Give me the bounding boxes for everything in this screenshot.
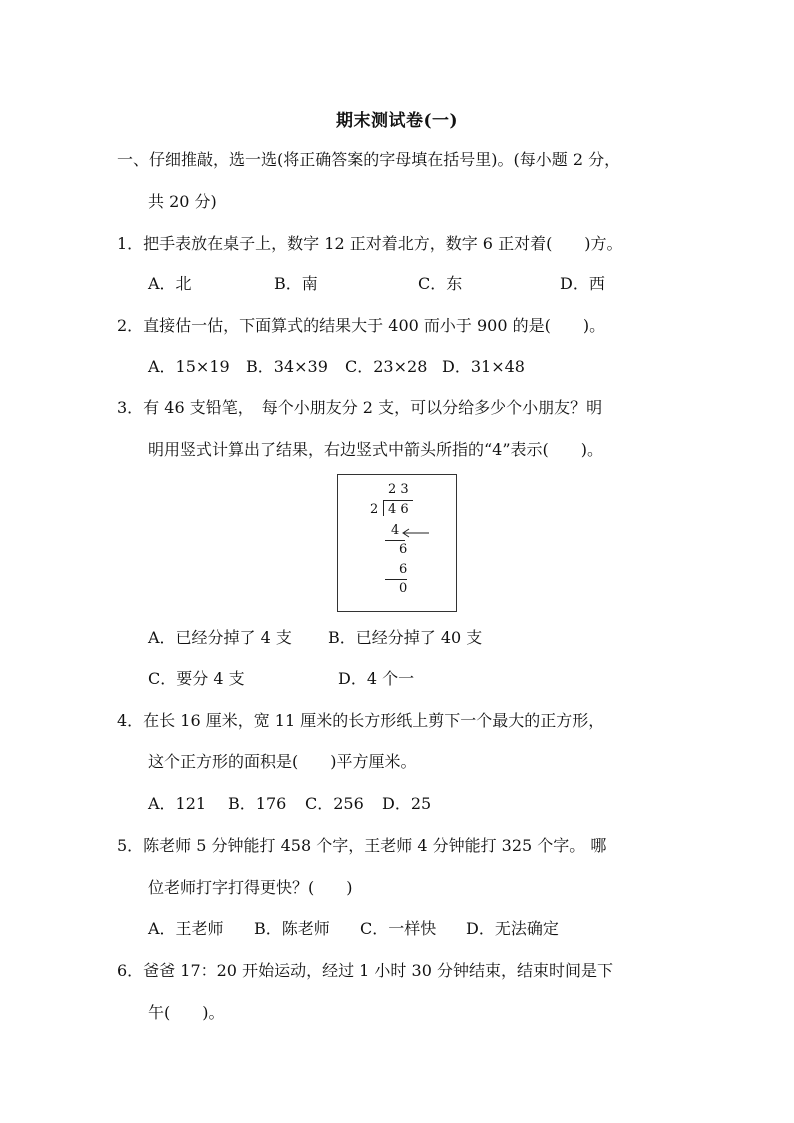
option-d: D．31×48 [442,357,525,376]
option-b: B．南 [274,274,318,293]
option-d: D．无法确定 [466,919,559,938]
question-6-text-line2: 午( )。 [148,1003,225,1022]
option-a: A．15×19 [148,357,230,376]
question-4-text-line2: 这个正方形的面积是( )平方厘米。 [148,752,417,771]
question-3-text-line1: 3．有 46 支铅笔， 每个小朋友分 2 支，可以分给多少个小朋友？明 [117,398,603,417]
option-b: B．已经分掉了 40 支 [328,628,483,647]
division-divisor: 2 [370,502,379,517]
option-c: C．东 [418,274,463,293]
option-b: B．陈老师 [254,919,330,938]
long-division-figure [337,474,457,612]
division-step-2: 6 [399,542,408,557]
option-d: D．25 [382,794,432,813]
option-a: A．已经分掉了 4 支 [148,628,292,647]
question-4-text-line1: 4．在长 16 厘米，宽 11 厘米的长方形纸上剪下一个最大的正方形， [117,711,605,730]
division-dividend: 4 6 [388,502,409,517]
option-b: B．34×39 [246,357,328,376]
option-b: B．176 [228,794,287,813]
division-bracket-top [383,500,413,501]
option-a: A．121 [148,794,207,813]
section-heading-line2: 共 20 分) [148,192,217,211]
option-c: C．23×28 [345,357,428,376]
arrow-left-icon [400,528,430,538]
question-2-text: 2．直接估一估，下面算式的结果大于 400 而小于 900 的是( )。 [117,316,606,335]
division-line-1 [385,540,405,541]
division-remainder: 0 [399,581,408,596]
option-a: A．王老师 [148,919,224,938]
page-title: 期末测试卷(一) [335,111,459,131]
option-d: D．西 [560,274,605,293]
question-6-text-line1: 6．爸爸 17：20 开始运动，经过 1 小时 30 分钟结束，结束时间是下 [117,961,613,980]
option-c: C．256 [305,794,364,813]
option-d: D．4 个一 [338,669,415,688]
question-1-text: 1．把手表放在桌子上，数字 12 正对着北方，数字 6 正对着( )方。 [117,234,623,253]
division-step-3: 6 [399,562,408,577]
question-3-text-line2: 明用竖式计算出了结果，右边竖式中箭头所指的“4”表示( )。 [148,440,604,459]
division-quotient: 2 3 [388,482,409,497]
option-a: A．北 [148,274,192,293]
question-5-text-line1: 5．陈老师 5 分钟能打 458 个字，王老师 4 分钟能打 325 个字。 哪 [117,836,607,855]
question-5-text-line2: 位老师打字打得更快？( ) [148,878,353,897]
division-bracket-side [383,500,384,516]
option-c: C．要分 4 支 [148,669,245,688]
division-line-2 [385,579,407,580]
option-c: C．一样快 [360,919,437,938]
section-heading-line1: 一、仔细推敲，选一选(将正确答案的字母填在括号里)。(每小题 2 分， [117,150,621,169]
division-step-1: 4 [391,523,400,538]
